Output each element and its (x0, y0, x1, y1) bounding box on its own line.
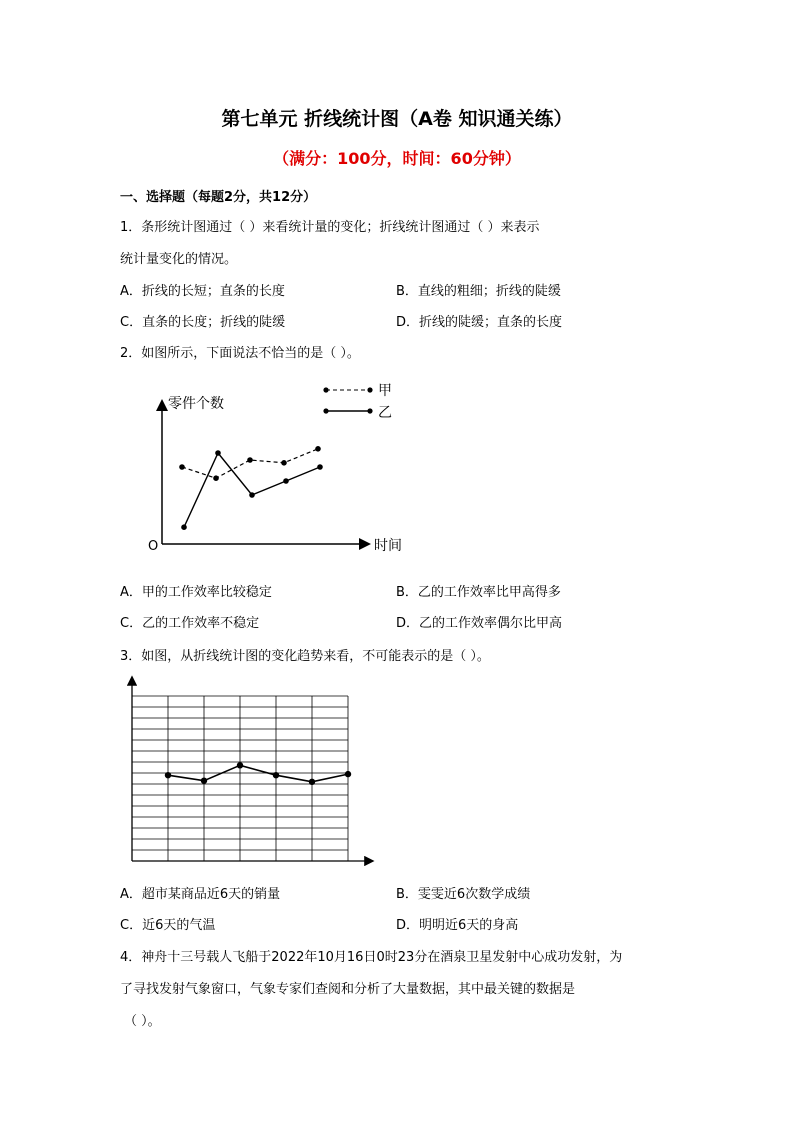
q4-text-line1: 4．神舟十三号载人飞船于2022年10月16日0时23分在酒泉卫星发射中心成功发射，为 (120, 950, 623, 965)
q2-option-b: B．乙的工作效率比甲高得多 (396, 585, 561, 600)
q2-option-a: A．甲的工作效率比较稳定 (120, 585, 272, 600)
q3-point-2 (237, 762, 243, 768)
q2-point-0-2 (247, 457, 253, 463)
q2-point-1-3 (283, 478, 289, 484)
q2-point-1-0 (181, 524, 187, 530)
q2-point-1-4 (317, 464, 323, 470)
q3-point-5 (345, 771, 351, 777)
q1-option-b: B．直线的粗细；折线的陡缓 (396, 284, 561, 299)
q2-ylabel: 零件个数 (168, 396, 224, 412)
q1-option-c: C．直条的长度；折线的陡缓 (120, 315, 286, 330)
q3-option-b: B．雯雯近6次数学成绩 (396, 887, 531, 902)
q2-xlabel: 时间 (374, 538, 402, 554)
q1-text-line2: 统计量变化的情况。 (120, 252, 238, 267)
q2-chart (140, 378, 410, 568)
q2-origin: O (148, 539, 159, 554)
exam-info: （满分：100分，时间：60分钟） (273, 149, 521, 168)
q1-option-d: D．折线的陡缓；直条的长度 (396, 315, 563, 330)
q2-point-0-3 (281, 460, 287, 466)
q3-series-line (168, 765, 348, 782)
section-heading: 一、选择题（每题2分，共12分） (120, 190, 317, 205)
q2-option-c: C．乙的工作效率不稳定 (120, 616, 260, 631)
q3-point-3 (273, 772, 279, 778)
page-title: 第七单元 折线统计图（A卷 知识通关练） (221, 108, 573, 130)
q2-point-0-4 (315, 446, 321, 452)
q1-option-a: A．折线的长短；直条的长度 (120, 284, 285, 299)
q2-series-line-0 (182, 449, 318, 478)
q3-point-4 (309, 779, 315, 785)
q2-option-d: D．乙的工作效率偶尔比甲高 (396, 616, 563, 631)
q2-point-0-0 (179, 464, 185, 470)
q2-legend-jia: 甲 (378, 383, 392, 399)
q1-text-line1: 1．条形统计图通过（ ）来看统计量的变化；折线统计图通过（ ）来表示 (120, 220, 540, 235)
q3-chart (120, 674, 380, 870)
q2-legend-yi: 乙 (378, 405, 392, 421)
q4-text-line2: 了寻找发射气象窗口，气象专家们查阅和分析了大量数据，其中最关键的数据是 (120, 982, 576, 997)
q3-point-0 (165, 772, 171, 778)
q2-point-1-2 (249, 492, 255, 498)
q4-text-line3: （ ）。 (124, 1014, 161, 1029)
q3-option-a: A．超市某商品近6天的销量 (120, 887, 281, 902)
q2-text: 2．如图所示，下面说法不恰当的是（ ）。 (120, 346, 360, 361)
q3-option-c: C．近6天的气温 (120, 918, 216, 933)
q2-series-line-1 (184, 453, 320, 527)
q3-point-1 (201, 778, 207, 784)
q2-point-1-1 (215, 450, 221, 456)
q2-point-0-1 (213, 475, 219, 481)
q3-option-d: D．明明近6天的身高 (396, 918, 519, 933)
q3-text: 3．如图，从折线统计图的变化趋势来看，不可能表示的是（ ）。 (120, 649, 490, 664)
